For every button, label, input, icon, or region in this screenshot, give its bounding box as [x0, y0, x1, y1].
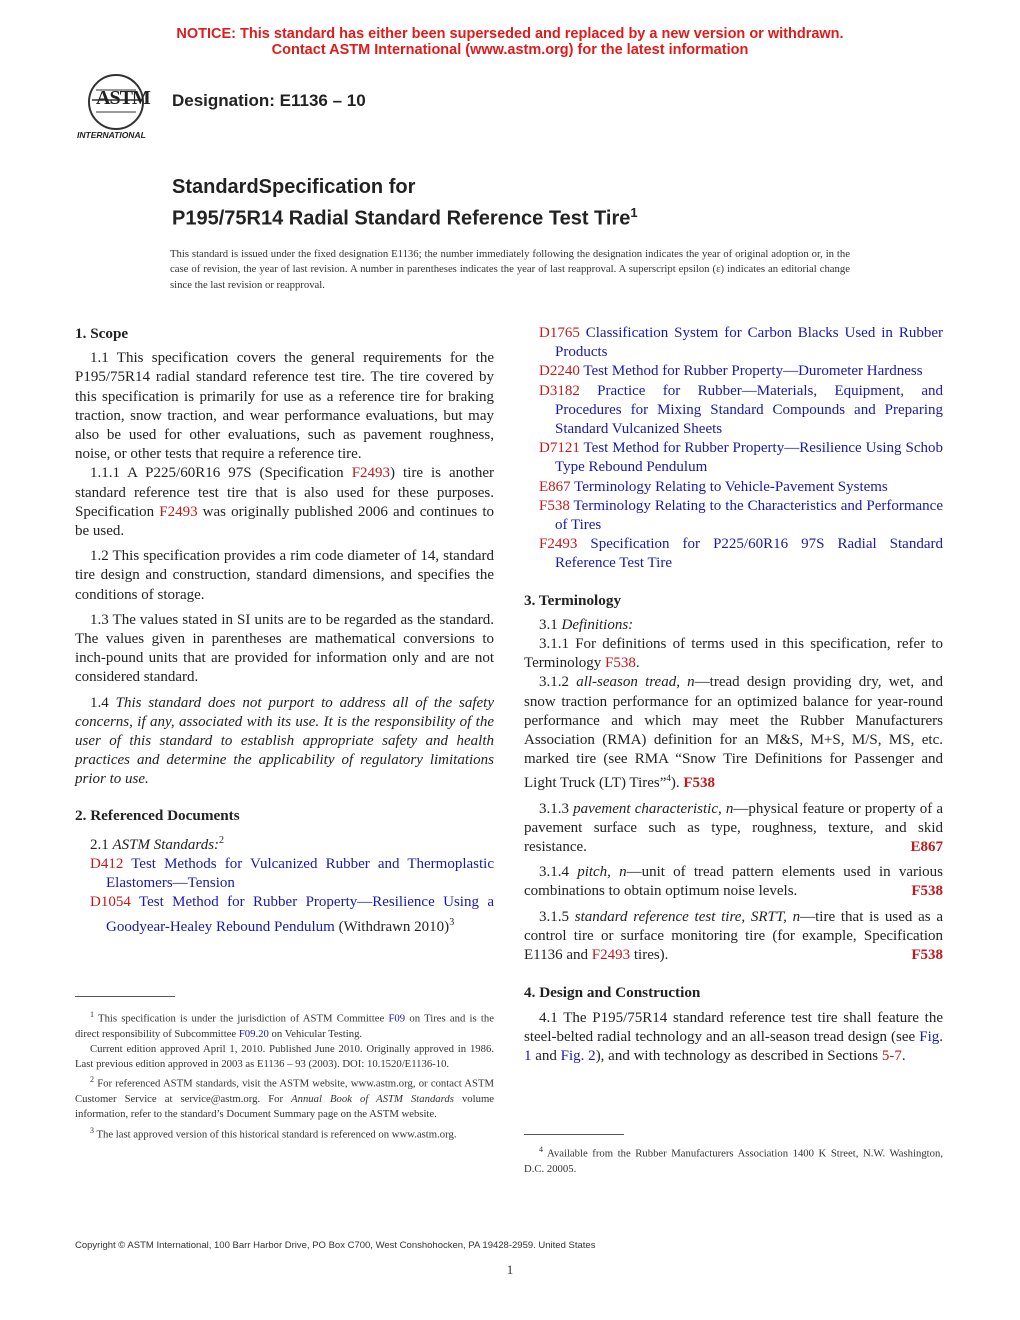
link-fig-1[interactable]: Fig. 1	[524, 1028, 943, 1064]
ref-d3182[interactable]: D3182 Practice for Rubber—Materials, Equipment, and Procedures for Mixing Standard Compounds and Preparing Standard Vulcanized Sheets	[539, 382, 943, 438]
designation: Designation: E1136 – 10	[172, 91, 366, 110]
ref-f538[interactable]: F538 Terminology Relating to the Characteristics and Performance of Tires	[539, 497, 943, 534]
title-line-2: P195/75R14 Radial Standard Reference Test Tire$^1$	[172, 205, 638, 230]
astm-logo	[74, 72, 164, 144]
link-f09[interactable]: F09	[388, 1012, 406, 1025]
para-3-1-3: 3.1.3 pavement characteristic, n—physical feature or property of a pavement surface such as type, roughness, texture, and skid resistance. E867	[524, 800, 943, 858]
section-heading-scope: 1. Scope	[75, 325, 129, 342]
ref-d1054[interactable]: D1054 Test Method for Rubber Property—Resilience Using a Goodyear-Healey Rebound Pendulum (Withdrawn 2010)$^3$	[90, 894, 494, 935]
para-4-1: 4.1 The P195/75R14 standard reference test tire shall feature the steel-belted radial technology and an all-season tread design (see Fig. 1 and Fig. 2), and with technology as described in Sections 5-7.	[524, 1009, 943, 1064]
source-f538[interactable]: F538	[911, 947, 943, 964]
section-heading-referenced-documents: 2. Referenced Documents	[75, 806, 240, 824]
footnote-1-edition: Current edition approved April 1, 2010. Published June 2010. Originally approved in 1986. Last previous edition approved in 2003 as E1136 – 93 (2003). DOI: 10.1520/E1136-10.	[75, 1042, 494, 1071]
para-1-1-1: 1.1.1 A P225/60R16 97S (Specification F2493) tire is another standard reference test tire that is also used for these purposes. Specification F2493 was originally published 2006 and continues to be used.	[75, 465, 495, 540]
ref-d7121[interactable]: D7121 Test Method for Rubber Property—Resilience Using Schob Type Rebound Pendulum	[539, 440, 943, 476]
link-f09-20[interactable]: F09.20	[238, 1027, 269, 1040]
para-3-1: 3.1 Definitions:	[539, 616, 634, 633]
para-3-1-5: 3.1.5 standard reference test tire, SRTT, n—tire that is used as a control tire or surface monitoring tire (for example, Specification E1136 and F2493 tires). F538	[524, 908, 943, 966]
link-f2493[interactable]: F2493	[351, 465, 391, 482]
link-sections[interactable]: 5-7	[881, 1047, 902, 1064]
ref-e867[interactable]: E867 Terminology Relating to Vehicle-Pavement Systems	[539, 478, 888, 495]
para-3-1-2: 3.1.2 all-season tread, n—tread design providing dry, wet, and snow traction performance for an optimized balance for year-round performance and which may meet the Rubber Manufacturers Association (RMA) definition for an M&S, M+S, M/S, MS, etc. marked tire (see RMA “Snow Tire Definitions for Passenger and Light Truck (LT) Tires”$^4$). F538	[524, 674, 943, 792]
right-column	[524, 324, 943, 1066]
footnote-2: $^2$ For referenced ASTM standards, visit the ASTM website, www.astm.org, or contact ASTM Customer Service at service@astm.org. For Annual Book of ASTM Standards volume information, refer to the standard’s Document Summary page on the ASTM website.	[75, 1075, 495, 1121]
ref-d2240[interactable]: D2240 Test Method for Rubber Property—Durometer Hardness	[539, 363, 923, 380]
left-footnotes	[75, 1007, 494, 1142]
para-2-1: 2.1 ASTM Standards:$^2$	[90, 834, 225, 853]
link-f2493[interactable]: F2493	[159, 503, 198, 520]
para-1-2: 1.2 This specification provides a rim code diameter of 14, standard tire design and construction, standard dimensions, and specifies the conditions of storage.	[75, 548, 494, 603]
ref-f2493[interactable]: F2493 Specification for P225/60R16 97S Radial Standard Reference Test Tire	[539, 536, 943, 572]
logo-text: ASTM	[96, 87, 150, 109]
ref-d1765[interactable]: D1765 Classification System for Carbon Blacks Used in Rubber Products	[539, 325, 943, 361]
para-1-3: 1.3 The values stated in SI units are to be regarded as the standard. The values given in parentheses are mathematical conversions to inch-pound units that are provided for information only and are not considered standard.	[75, 611, 494, 686]
section-heading-design: 4. Design and Construction	[524, 984, 701, 1002]
link-fig-2[interactable]: Fig. 2	[560, 1047, 596, 1064]
notice-line-1: NOTICE: This standard has either been superseded and replaced by a new version or withdrawn.	[176, 26, 844, 42]
link-f2493[interactable]: F2493	[591, 947, 631, 964]
title-line-1: StandardSpecification for	[172, 176, 416, 198]
para-1-4: 1.4 This standard does not purport to address all of the safety concerns, if any, associated with its use. It is the responsibility of the user of this standard to establish appropriate safety and health practices and determine the applicability of regulatory limitations prior to use.	[75, 694, 495, 788]
footnote-rule	[75, 996, 175, 997]
footnote-rule-right	[524, 1134, 624, 1135]
notice-line-2: Contact ASTM International (www.astm.org) for the latest information	[271, 42, 749, 58]
source-f538[interactable]: F538	[911, 883, 943, 900]
left-column	[75, 324, 494, 937]
source-f538[interactable]: F538	[683, 775, 716, 792]
footnote-3: $^3$ The last approved version of this historical standard is referenced on www.astm.org.	[90, 1125, 457, 1141]
para-3-1-1: 3.1.1 For definitions of terms used in this specification, refer to Terminology F538.	[524, 636, 943, 672]
footnote-4: $^4$ Available from the Rubber Manufacturers Association 1400 K Street, N.W. Washington, D.C. 20005.	[524, 1145, 943, 1175]
preamble: This standard is issued under the fixed designation E1136; the number immediately following the designation indicates the year of original adoption or, in the case of revision, the year of last revision. A number in parentheses indicates the year of last reapproval. A superscript epsilon (ε) indicates an editorial change since the last revision or reapproval.	[170, 248, 850, 291]
link-f538[interactable]: F538	[605, 655, 636, 672]
para-3-1-4: 3.1.4 pitch, n—unit of tread pattern elements used in various combinations to obtain optimum noise levels. F538	[524, 863, 943, 901]
ref-d412[interactable]: D412 Test Methods for Vulcanized Rubber and Thermoplastic Elastomers—Tension	[90, 856, 494, 892]
logo-subtext: INTERNATIONAL	[77, 130, 146, 140]
document-title	[172, 174, 638, 232]
source-e867[interactable]: E867	[910, 839, 943, 856]
page-number: 1	[506, 1262, 514, 1277]
para-1-1: 1.1 This specification covers the general requirements for the P195/75R14 radial standard reference test tire. The tire covered by this specification is primarily for use as a reference tire for braking traction, snow traction, and wear performance evaluations, but may also be used for other evaluations, such as pavement roughness, noise, or other tests that require a reference tire.	[75, 350, 494, 463]
footnote-1: $^1$ This specification is under the jurisdiction of ASTM Committee F09 on Tires and is the direct responsibility of Subcommittee F09.20 on Vehicular Testing.	[75, 1010, 494, 1040]
copyright: Copyright © ASTM International, 100 Barr Harbor Drive, PO Box C700, West Conshohocken, PA 19428-2959. United States	[75, 1240, 596, 1251]
section-heading-terminology: 3. Terminology	[524, 591, 622, 609]
